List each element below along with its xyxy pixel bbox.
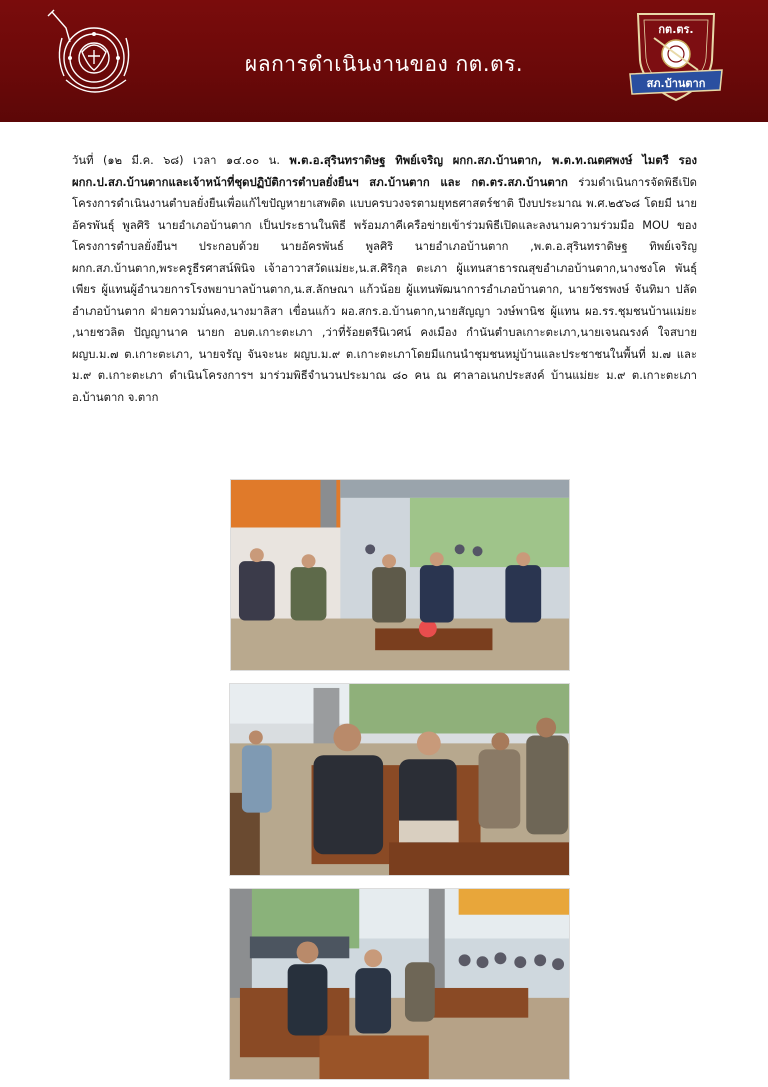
kt-tr-shield-badge-icon bbox=[624, 8, 728, 108]
ceremony-photo-participants-tables bbox=[229, 888, 570, 1080]
article-date-time: วันที่ (๑๒ มี.ค. ๖๘) เวลา ๑๔.๐๐ น. bbox=[72, 154, 290, 167]
ceremony-photo-front-row-closeup bbox=[229, 683, 570, 876]
header-banner bbox=[0, 0, 768, 122]
article-body bbox=[72, 150, 697, 408]
article-details: ร่วมดำเนินการจัดพิธีเปิดโครงการดำเนินงานตำบลยั่งยืนเพื่อแก้ไขปัญหายาเสพติด แบบครบวงจรตามยุทธศาสตร์ชาติ ปีงบประมาณ พ.ศ.๒๕๖๘ โดยมี นายอัครพันธุ์ พูลศิริ นายอำเภอบ้านตาก เป็นประธานในพิธี พร้อมภาคีเครือข่ายเข้าร่วมพิธีเปิดและลงนามความร่วมมือ MOU ของโครงการตำบลยั่งยืนฯ ประกอบด้วย นายอัครพันธ์ พูลศิริ นายอำเภอบ้านตาก ,พ.ต.อ.สุรินทราดิษฐ ทิพย์เจริญ ผกก.สภ.บ้านตาก,พระครูธีรศาสน์พินิจ เจ้าอาวาสวัดแม่ยะ,น.ส.ศิริกุล ตะเภา ผู้แทนสาธารณสุขอำเภอบ้านตาก,นางชงโค พันธุ์เพียร ผู้แทนผู้อำนวยการโรงพยาบาลบ้านตาก,น.ส.ลักษณา แก้วน้อย ผู้แทนพัฒนาการอำเภอบ้านตาก, นายวัชรพงษ์ จันทิมา ปลัดอำเภอบ้านตาก ฝ่ายความมั่นคง,นางมาลิสา เขื่อนแก้ว ผอ.สกร.อ.บ้านตาก,นายสัญญา วงษ์พานิช ผู้แทน ผอ.รร.ชุมชนบ้านแม่ยะ ,นายชวลิต ปัญญานาค นายก อบต.เกาะตะเภา ,ว่าที่ร้อยตรีนิเวศน์ คงเมือง กำนันตำบลเกาะตะเภา,นายเจนณรงค์ ใจสบาย ผญบ.ม.๗ ต.เกาะตะเภา, นายจรัญ จันจะนะ ผญบ.ม.๙ ต.เกาะตะเภาโดยมีแกนนำชุมชนหมู่บ้านและประชาชนในพื้นที่ ม.๗ และ ม.๙ ต.เกาะตะเภา ดำเนินโครงการฯ มาร่วมพิธีจำนวนประมาณ ๘๐ คน ณ ศาลาอเนกประสงค์ บ้านแม่ยะ ม.๙ ต.เกาะตะเภา อ.บ้านตาก จ.ตาก bbox=[72, 175, 697, 404]
badge-ribbon-label: สภ.บ้านตาก bbox=[646, 77, 706, 90]
ceremony-photo-officials-seated bbox=[230, 479, 570, 671]
article-participants-bold: พ.ต.อ.สุรินทราดิษฐ ทิพย์เจริญ ผกก.สภ.บ้านตาก, พ.ต.ท.ณตศพงษ์ ไมตรี รอง ผกก.ป.สภ.บ้านตากและเจ้าหน้าที่ชุดปฏิบัติการตำบลยั่งยืนฯ สภ.บ้านตาก และ กต.ตร.สภ.บ้านตาก bbox=[72, 154, 697, 189]
page-title: ผลการดำเนินงานของ กต.ตร. bbox=[244, 52, 524, 76]
badge-top-label: กต.ตร. bbox=[658, 23, 694, 36]
